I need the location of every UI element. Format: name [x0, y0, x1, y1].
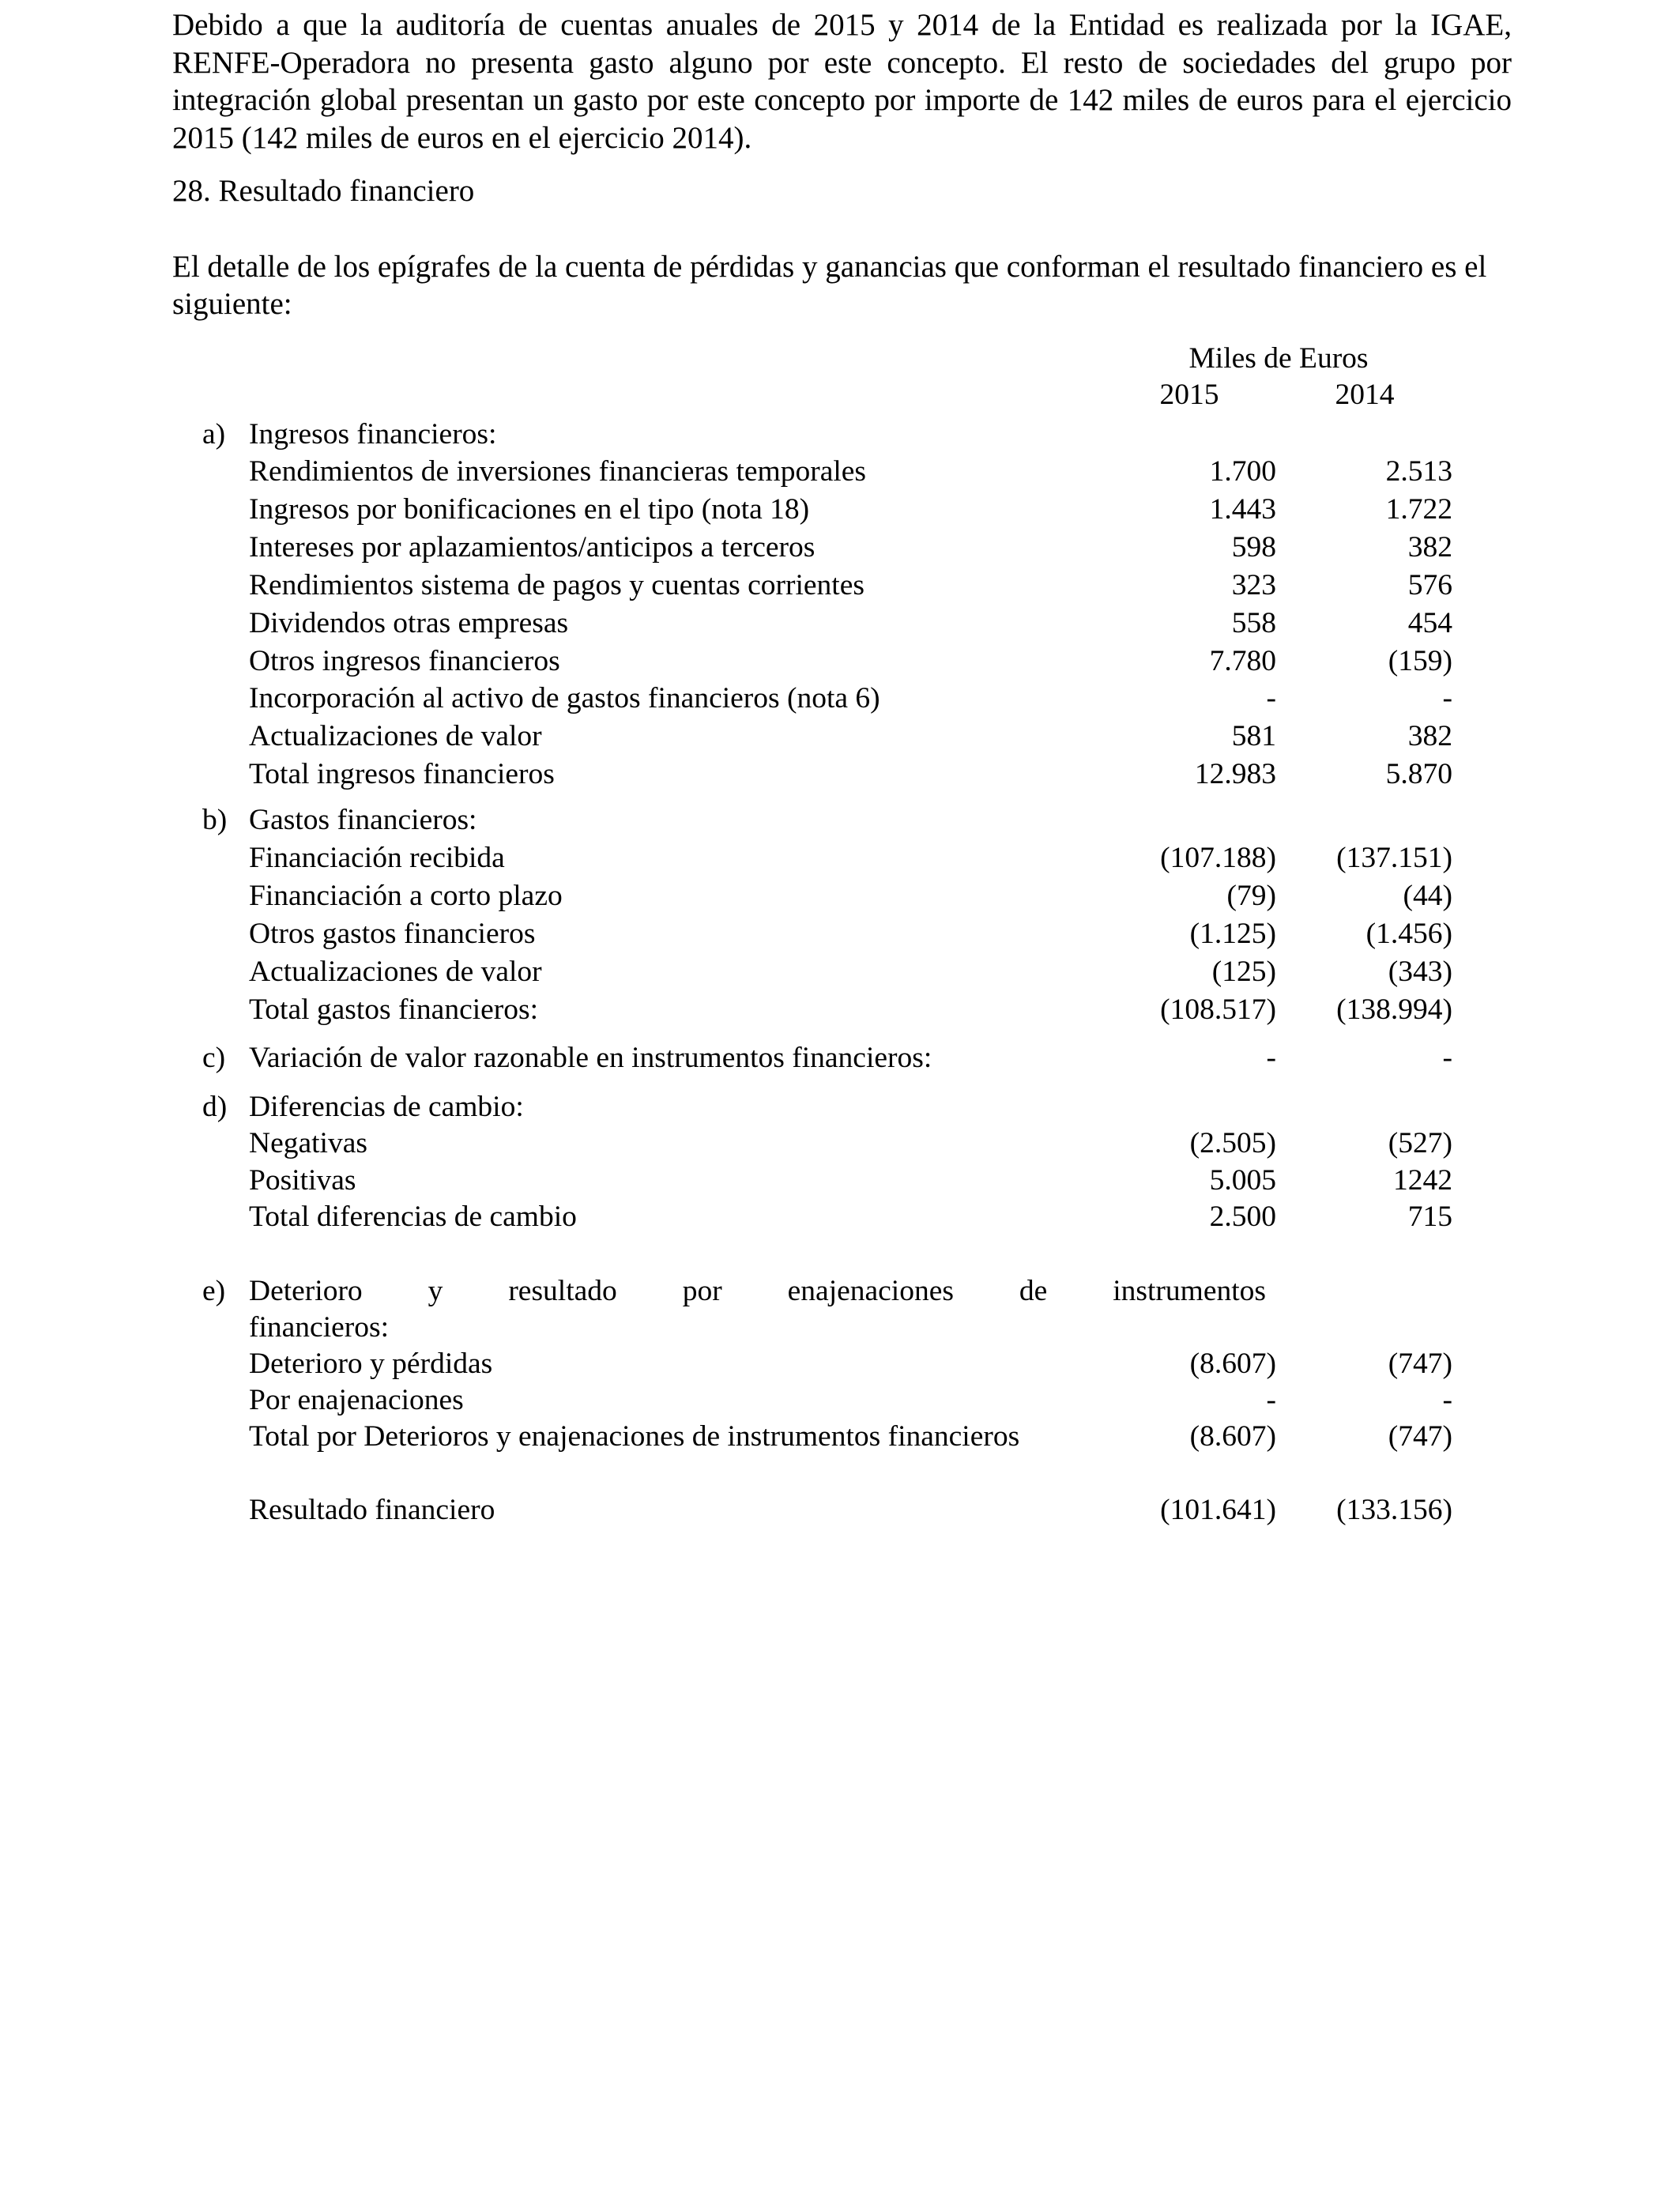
result-value-2014: (133.156) [1336, 1494, 1452, 1526]
row-label: Dividendos otras empresas [249, 607, 569, 639]
table-row [172, 718, 1452, 755]
value-2015: 598 [1231, 531, 1276, 564]
value-2014: (747) [1388, 1348, 1452, 1380]
value-2015: 1.700 [1209, 455, 1276, 488]
row-label: Total ingresos financieros [249, 758, 555, 790]
table-header-year-row [172, 376, 1452, 413]
table-row [172, 680, 1452, 717]
row-label: Incorporación al activo de gastos financieros (nota 6) [249, 682, 880, 714]
value-2014: - [1442, 1384, 1452, 1416]
row-label: Ingresos por bonificaciones en el tipo (nota 18) [249, 493, 810, 526]
value-2015: (1.125) [1189, 918, 1276, 950]
value-2015: - [1266, 682, 1276, 714]
value-2015: (107.188) [1160, 842, 1276, 874]
row-label: Intereses por aplazamientos/anticipos a terceros [249, 531, 816, 564]
value-2015: (125) [1211, 956, 1276, 988]
section-letter: c) [202, 1042, 226, 1074]
value-2015: 558 [1231, 607, 1276, 639]
value-2014: 1.722 [1385, 493, 1452, 526]
detail-paragraph: El detalle de los epígrafes de la cuenta de pérdidas y ganancias que conforman el resultado financiero es el siguiente: [172, 250, 1487, 321]
row-label: Deterioro y pérdidas [249, 1348, 493, 1380]
value-2015: (8.607) [1189, 1420, 1276, 1453]
value-2015: (8.607) [1189, 1348, 1276, 1380]
section-title: Diferencias de cambio: [249, 1091, 524, 1123]
value-2014: 2.513 [1385, 455, 1452, 488]
value-2015: 1.443 [1209, 493, 1276, 526]
table-row [172, 839, 1452, 876]
value-2015: 323 [1231, 569, 1276, 601]
section-title: Ingresos financieros: [249, 418, 497, 450]
row-label: Rendimientos sistema de pagos y cuentas corrientes [249, 569, 864, 601]
section-d-header [172, 1088, 1452, 1125]
value-2014: 1242 [1393, 1164, 1452, 1197]
value-2014: (159) [1388, 645, 1452, 677]
value-2014: (1.456) [1365, 918, 1452, 950]
value-2014: (138.994) [1336, 993, 1452, 1026]
result-label: Resultado financiero [249, 1494, 495, 1526]
section-a-header [172, 416, 1452, 453]
section-letter: a) [202, 418, 226, 450]
table-row-total [172, 1418, 1452, 1455]
table-row [172, 1162, 1452, 1199]
value-2015: 581 [1231, 720, 1276, 752]
value-2015: 2.500 [1209, 1201, 1276, 1233]
table-row [172, 529, 1452, 566]
section-e-header-cont [172, 1309, 1452, 1346]
value-2015: 7.780 [1209, 645, 1276, 677]
value-2014: 382 [1407, 720, 1452, 752]
value-2014: 715 [1407, 1201, 1452, 1233]
section-title: Gastos financieros: [249, 804, 477, 836]
intro-paragraph: Debido a que la auditoría de cuentas anuales de 2015 y 2014 de la Entidad es realizada por la IGAE, RENFE-Operadora no presenta gasto alguno por este concepto. El resto de sociedades del grupo por integración global presentan un gasto por este concepto por importe de 142 miles de euros para el ejercicio 2015 (142 miles de euros en el ejercicio 2014). [172, 8, 1512, 155]
row-label: Positivas [249, 1164, 356, 1197]
table-row [172, 1345, 1452, 1382]
value-2015: 5.005 [1209, 1164, 1276, 1197]
table-row [172, 1382, 1452, 1419]
row-label: Rendimientos de inversiones financieras temporales [249, 455, 867, 488]
value-2014: - [1442, 1042, 1452, 1074]
value-2014: 5.870 [1385, 758, 1452, 790]
row-label: Financiación recibida [249, 842, 505, 874]
table-row [172, 877, 1452, 914]
year-2015-header: 2015 [1159, 379, 1219, 411]
row-label: Actualizaciones de valor [249, 956, 542, 988]
section-title-line2: financieros: [249, 1311, 390, 1344]
value-2014: (747) [1388, 1420, 1452, 1453]
table-row [172, 567, 1452, 604]
row-label: Total por Deterioros y enajenaciones de instrumentos financieros [249, 1420, 1020, 1453]
value-2014: 576 [1407, 569, 1452, 601]
value-2015: - [1266, 1384, 1276, 1416]
value-2014: (137.151) [1336, 842, 1452, 874]
table-row [172, 643, 1452, 680]
result-row [172, 1491, 1452, 1529]
section-letter: b) [202, 804, 228, 836]
row-label: Negativas [249, 1127, 367, 1159]
value-2015: (79) [1226, 880, 1276, 912]
value-2015: (108.517) [1160, 993, 1276, 1026]
section-title-line1: Deterioro y resultado por enajenaciones de instrumentos [249, 1275, 1266, 1307]
unit-header: Miles de Euros [1188, 342, 1369, 375]
table-row-total [172, 991, 1452, 1028]
table-row [172, 491, 1452, 528]
value-2015: 12.983 [1194, 758, 1276, 790]
table-row-total [172, 1198, 1452, 1235]
section-e-header [172, 1272, 1452, 1310]
section-title: 28. Resultado financiero [172, 174, 475, 208]
result-value-2015: (101.641) [1160, 1494, 1276, 1526]
table-row [172, 953, 1452, 990]
value-2014: (343) [1388, 956, 1452, 988]
row-label: Otros gastos financieros [249, 918, 536, 950]
section-title: Variación de valor razonable en instrumentos financieros: [249, 1042, 932, 1074]
table-row [172, 605, 1452, 642]
row-label: Por enajenaciones [249, 1384, 464, 1416]
value-2014: 454 [1407, 607, 1452, 639]
value-2014: (44) [1403, 880, 1452, 912]
value-2014: 382 [1407, 531, 1452, 564]
table-row [172, 453, 1452, 490]
value-2014: - [1442, 682, 1452, 714]
value-2015: - [1266, 1042, 1276, 1074]
section-letter: d) [202, 1091, 228, 1123]
section-c-header [172, 1039, 1452, 1076]
section-letter: e) [202, 1275, 226, 1307]
section-b-header [172, 801, 1452, 839]
year-2014-header: 2014 [1335, 379, 1395, 411]
table-row [172, 1125, 1452, 1162]
value-2014: (527) [1388, 1127, 1452, 1159]
row-label: Financiación a corto plazo [249, 880, 563, 912]
table-row-total [172, 756, 1452, 793]
table-header-unit-row [172, 340, 1452, 377]
table-row [172, 915, 1452, 952]
row-label: Total diferencias de cambio [249, 1201, 577, 1233]
row-label: Actualizaciones de valor [249, 720, 542, 752]
row-label: Otros ingresos financieros [249, 645, 560, 677]
row-label: Total gastos financieros: [249, 993, 539, 1026]
value-2015: (2.505) [1189, 1127, 1276, 1159]
